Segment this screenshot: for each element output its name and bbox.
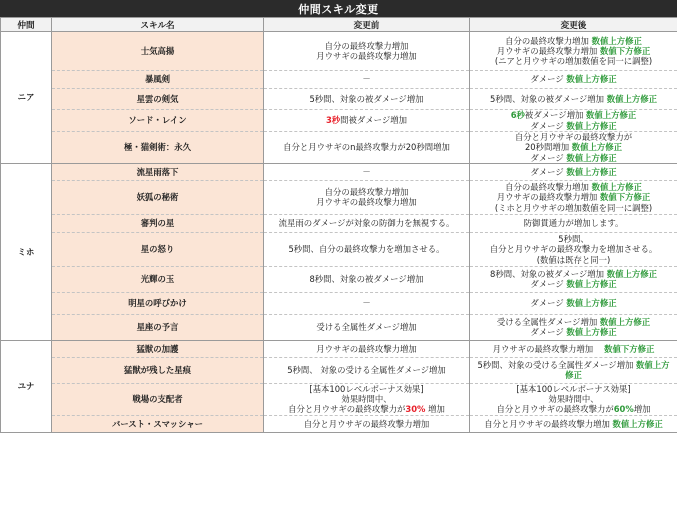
before-line <box>266 322 467 332</box>
after-line <box>472 404 675 414</box>
before-line <box>266 167 467 177</box>
change-tag: 数値上方修正 <box>566 152 617 163</box>
after-line <box>472 327 675 337</box>
after-line <box>472 344 675 354</box>
highlight-old-value: 30% <box>405 404 426 415</box>
cell-text: 流星雨のダメージが対象の防御力を無視する。 <box>278 218 455 229</box>
change-tag: 数値上方修正 <box>566 74 617 85</box>
cell-text: ダメージ <box>530 74 567 85</box>
skill-name: 猛獣が残した星痕 <box>52 357 264 383</box>
after-line <box>472 192 675 202</box>
table-row <box>1 266 677 292</box>
skill-name: 暴風剣 <box>52 71 264 89</box>
skill-name: 星雲の剣気 <box>52 89 264 110</box>
after-line <box>472 94 675 104</box>
after-cell <box>470 383 677 415</box>
companion-name: ミホ <box>1 163 52 340</box>
change-tag: 数値上方修正 <box>591 35 642 46</box>
after-line <box>472 167 675 177</box>
after-cell <box>470 163 677 180</box>
after-cell <box>470 314 677 340</box>
table-row <box>1 314 677 340</box>
header-companion: 仲間 <box>1 18 52 32</box>
before-cell <box>264 32 470 71</box>
change-tag: 数値上方修正 <box>586 110 637 121</box>
change-tag: 数値上方修正 <box>566 120 617 131</box>
cell-text: ダメージ <box>530 327 567 338</box>
cell-text: [基本100レベルボーナス効果] <box>309 383 424 394</box>
cell-text: ダメージ <box>530 279 567 290</box>
cell-text: 増加 <box>425 404 445 415</box>
table-row <box>1 71 677 89</box>
cell-text: 間被ダメージ増加 <box>340 115 408 126</box>
table-row <box>1 415 677 432</box>
before-line <box>266 404 467 414</box>
skill-name: 流星雨落下 <box>52 163 264 180</box>
table-body <box>1 32 677 433</box>
cell-text: 自分と月ウサギの最終攻撃力増加 <box>303 418 430 429</box>
cell-text: 受ける全属性ダメージ増加 <box>496 317 600 328</box>
skill-name: 光輝の玉 <box>52 266 264 292</box>
change-tag: 数値上方修正 <box>606 269 657 280</box>
header-row <box>1 18 677 32</box>
change-tag: 修正 <box>565 370 582 381</box>
companion-name: ユナ <box>1 340 52 432</box>
table-row <box>1 383 677 415</box>
change-tag: 数値下方修正 <box>599 192 651 203</box>
cell-text: 月ウサギの最終攻撃力増加 <box>316 197 417 208</box>
after-line <box>472 56 675 66</box>
cell-text: (ミホと月ウサギの増加数値を同一に調整) <box>494 202 653 213</box>
after-line <box>472 234 675 244</box>
change-tag: 数値上方修正 <box>591 181 642 192</box>
before-cell <box>264 163 470 180</box>
before-cell <box>264 132 470 164</box>
cell-text: 月ウサギの最終攻撃力増加 <box>316 51 417 61</box>
change-tag: 数値上方修正 <box>571 142 623 153</box>
cell-text: 20秒間増加 <box>524 142 572 153</box>
cell-text: 5秒間、対象の被ダメージ増加 <box>309 93 424 104</box>
table-row <box>1 232 677 266</box>
table-row <box>1 110 677 132</box>
cell-text: 自分の最終攻撃力増加 <box>505 35 592 46</box>
before-line <box>266 41 467 51</box>
before-cell <box>264 314 470 340</box>
before-line <box>266 142 467 152</box>
before-line <box>266 384 467 394</box>
after-line <box>472 74 675 84</box>
after-line <box>472 218 675 228</box>
cell-text: ダメージ <box>530 152 567 163</box>
change-tag: 数値上方 <box>636 360 670 371</box>
before-cell <box>264 292 470 314</box>
before-line <box>266 218 467 228</box>
after-cell <box>470 232 677 266</box>
change-tag: 数値上方修正 <box>566 298 617 309</box>
before-line <box>266 365 467 375</box>
before-line <box>266 115 467 125</box>
after-line <box>472 279 675 289</box>
after-cell <box>470 132 677 164</box>
companion-name: ニア <box>1 32 52 164</box>
skill-name: 明星の呼びかけ <box>52 292 264 314</box>
change-tag: 数値上方修正 <box>606 93 657 104</box>
after-line <box>472 370 675 380</box>
after-line <box>472 419 675 429</box>
cell-text: 月ウサギの最終攻撃力増加 <box>492 343 605 354</box>
cell-text: (ニアと月ウサギの増加数値を同一に調整) <box>494 56 653 67</box>
skill-name: 妖狐の秘術 <box>52 180 264 214</box>
cell-text: (数値は既存と同一) <box>536 254 611 265</box>
after-line <box>472 132 675 142</box>
before-line <box>266 197 467 207</box>
table-row <box>1 292 677 314</box>
cell-text: 5秒間、対象の受ける全属性ダメージ増加 <box>477 360 637 371</box>
cell-text: 8秒間、対象の被ダメージ増加 <box>490 269 607 280</box>
header-before: 変更前 <box>264 18 470 32</box>
after-cell <box>470 266 677 292</box>
before-line <box>266 274 467 284</box>
after-cell <box>470 180 677 214</box>
after-line <box>472 46 675 56</box>
after-line <box>472 203 675 213</box>
before-line <box>266 419 467 429</box>
cell-text: ダメージ <box>530 120 567 131</box>
table-row <box>1 163 677 180</box>
cell-text: 5秒間、自分の最終攻撃力を増加させる。 <box>288 244 445 255</box>
after-cell <box>470 292 677 314</box>
cell-text: 受ける全属性ダメージ増加 <box>316 322 417 333</box>
cell-text: 自分と月ウサギの最終攻撃力が <box>514 132 633 142</box>
after-cell <box>470 357 677 383</box>
cell-text: 防御貫通力が増加します。 <box>523 218 624 229</box>
after-cell <box>470 214 677 232</box>
cell-text: 効果時間中、 <box>341 394 392 405</box>
skill-name: 戦場の支配者 <box>52 383 264 415</box>
cell-text: 5秒間、 対象の受ける全属性ダメージ増加 <box>287 365 446 376</box>
cell-text: 自分と月ウサギの最終攻撃力が <box>496 404 614 415</box>
after-line <box>472 298 675 308</box>
change-tag: 60% <box>613 404 634 415</box>
header-skill: スキル名 <box>52 18 264 32</box>
change-tag: 数値上方修正 <box>566 166 617 177</box>
after-cell <box>470 89 677 110</box>
cell-text: 自分の最終攻撃力増加 <box>505 181 592 192</box>
skill-name: バースト・スマッシャー <box>52 415 264 432</box>
cell-text: ダメージ <box>530 298 567 309</box>
cell-text: － <box>362 74 371 85</box>
table-row <box>1 132 677 164</box>
after-line <box>472 255 675 265</box>
sheet-title: 仲間スキル変更 <box>0 0 677 17</box>
after-line <box>472 384 675 394</box>
before-line <box>266 94 467 104</box>
after-cell <box>470 110 677 132</box>
skill-change-table <box>0 17 677 433</box>
before-cell <box>264 89 470 110</box>
change-tag: 数値上方修正 <box>566 279 617 290</box>
before-cell <box>264 340 470 357</box>
after-line <box>472 110 675 120</box>
after-line <box>472 142 675 152</box>
change-tag: 数値下方修正 <box>604 343 655 354</box>
cell-text: 効果時間中、 <box>548 394 599 405</box>
before-line <box>266 298 467 308</box>
skill-name: 猛獣の加護 <box>52 340 264 357</box>
after-cell <box>470 32 677 71</box>
skill-name: ソード・レイン <box>52 110 264 132</box>
skill-name: 星座の予言 <box>52 314 264 340</box>
cell-text: [基本100レベルボーナス効果] <box>516 383 631 394</box>
cell-text: 自分の最終攻撃力増加 <box>324 40 409 51</box>
skill-name: 審判の星 <box>52 214 264 232</box>
before-line <box>266 244 467 254</box>
after-cell <box>470 71 677 89</box>
before-line <box>266 74 467 84</box>
before-cell <box>264 415 470 432</box>
after-line <box>472 36 675 46</box>
skill-name: 士気高揚 <box>52 32 264 71</box>
change-tag: 数値上方修正 <box>599 317 651 328</box>
skill-name: 星の怒り <box>52 232 264 266</box>
after-line <box>472 394 675 404</box>
table-row <box>1 357 677 383</box>
before-cell <box>264 383 470 415</box>
before-cell <box>264 232 470 266</box>
change-tag: 数値上方修正 <box>612 418 663 429</box>
before-line <box>266 187 467 197</box>
cell-text: 8秒間、対象の被ダメージ増加 <box>309 274 424 285</box>
after-cell <box>470 415 677 432</box>
table-row <box>1 89 677 110</box>
cell-text: 自分と月ウサギの最終攻撃力増加 <box>484 418 613 429</box>
highlight-old-value: 3秒 <box>325 115 341 126</box>
after-line <box>472 182 675 192</box>
cell-text: － <box>362 166 371 177</box>
change-tag: 6秒 <box>510 110 525 121</box>
after-line <box>472 269 675 279</box>
after-line <box>472 153 675 163</box>
after-line <box>472 360 675 370</box>
before-cell <box>264 71 470 89</box>
before-line <box>266 344 467 354</box>
cell-text: 月ウサギの最終攻撃力増加 <box>316 343 417 354</box>
cell-text: 増加 <box>633 404 651 415</box>
before-cell <box>264 266 470 292</box>
header-after: 変更後 <box>470 18 677 32</box>
before-line <box>266 51 467 61</box>
cell-text: 5秒間、対象の被ダメージ増加 <box>490 93 607 104</box>
after-line <box>472 121 675 131</box>
after-line <box>472 244 675 254</box>
cell-text: 5秒間、 <box>558 233 589 244</box>
cell-text: 月ウサギの最終攻撃力増加 <box>496 192 600 203</box>
cell-text: 被ダメージ増加 <box>524 110 587 121</box>
after-cell <box>470 340 677 357</box>
before-cell <box>264 110 470 132</box>
cell-text: 自分と月ウサギの最終攻撃力を増加させる。 <box>489 244 658 255</box>
table-row <box>1 32 677 71</box>
table-row <box>1 180 677 214</box>
before-line <box>266 394 467 404</box>
cell-text: 自分と月ウサギのn最終攻撃力が20秒間増加 <box>283 142 450 153</box>
skill-name: 極・猫剣術：永久 <box>52 132 264 164</box>
table-row <box>1 340 677 357</box>
cell-text: 自分の最終攻撃力増加 <box>324 187 409 198</box>
table-row <box>1 214 677 232</box>
cell-text: 自分と月ウサギの最終攻撃力が <box>288 404 406 415</box>
cell-text: ダメージ <box>530 166 567 177</box>
cell-text: － <box>362 298 371 309</box>
before-cell <box>264 357 470 383</box>
change-tag: 数値下方修正 <box>599 45 651 56</box>
before-cell <box>264 180 470 214</box>
change-tag: 数値上方修正 <box>566 327 617 338</box>
after-line <box>472 317 675 327</box>
before-cell <box>264 214 470 232</box>
cell-text: 月ウサギの最終攻撃力増加 <box>496 45 600 56</box>
